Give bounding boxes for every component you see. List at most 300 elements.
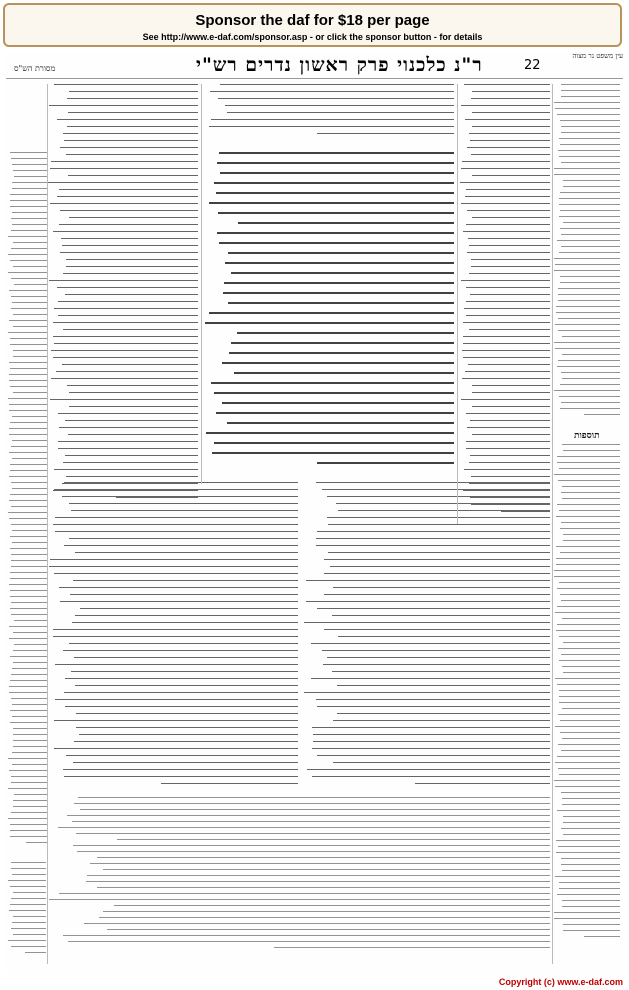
text-line <box>561 126 620 127</box>
text-line <box>563 642 620 643</box>
text-line <box>84 923 550 924</box>
text-line <box>53 636 298 637</box>
text-line <box>466 224 550 225</box>
rashi-commentary <box>48 84 198 504</box>
text-line <box>223 292 454 294</box>
text-line <box>559 396 620 397</box>
text-line <box>11 560 48 561</box>
text-line <box>556 840 620 841</box>
text-line <box>471 98 550 99</box>
text-line <box>12 440 48 441</box>
text-line <box>66 476 198 477</box>
text-line <box>66 259 198 260</box>
text-line <box>11 812 48 813</box>
text-line <box>557 756 620 757</box>
text-line <box>312 748 550 749</box>
text-line <box>211 382 454 384</box>
text-line <box>10 886 46 887</box>
text-line <box>312 776 550 777</box>
text-line <box>466 441 550 442</box>
text-line <box>555 348 620 349</box>
text-line <box>58 301 198 302</box>
text-line <box>562 804 620 805</box>
text-line <box>63 462 198 463</box>
text-line <box>62 496 298 497</box>
text-line <box>10 260 48 261</box>
text-line <box>59 427 198 428</box>
text-line <box>561 654 620 655</box>
text-line <box>471 154 550 155</box>
text-line <box>10 722 48 723</box>
text-line <box>554 258 620 259</box>
copyright-link[interactable]: Copyright (c) www.e-daf.com <box>498 977 623 987</box>
page-title: ר"נ כלכנוי פרק ראשון נדרים רש"י <box>196 54 483 76</box>
text-line <box>467 252 550 253</box>
text-line <box>53 336 198 337</box>
text-line <box>559 156 620 157</box>
text-line <box>584 936 620 937</box>
text-line <box>50 168 198 169</box>
text-line <box>554 342 620 343</box>
text-line <box>561 600 620 601</box>
text-line <box>8 788 48 789</box>
text-line <box>10 590 48 591</box>
text-line <box>76 727 298 728</box>
ein-mishpat-label: עין משפט נר מצוה <box>572 52 623 60</box>
text-line <box>560 192 620 193</box>
text-line <box>64 545 298 546</box>
text-line <box>563 924 620 925</box>
text-line <box>54 489 298 490</box>
text-line <box>90 863 550 864</box>
talmud-page <box>6 52 623 974</box>
text-line <box>53 322 198 323</box>
text-line <box>562 900 620 901</box>
text-line <box>11 554 48 555</box>
text-line <box>12 716 48 717</box>
text-line <box>8 818 48 819</box>
text-line <box>58 448 198 449</box>
text-line <box>8 940 46 941</box>
text-line <box>12 542 48 543</box>
text-line <box>562 444 620 445</box>
text-line <box>68 941 550 942</box>
text-line <box>11 308 48 309</box>
text-line <box>11 296 48 297</box>
text-line <box>463 357 550 358</box>
text-line <box>466 413 550 414</box>
text-line <box>559 636 620 637</box>
text-line <box>470 420 550 421</box>
text-line <box>557 456 620 457</box>
text-line <box>9 626 48 627</box>
text-line <box>557 504 620 505</box>
text-line <box>206 432 454 434</box>
text-line <box>330 566 550 567</box>
text-line <box>117 839 550 840</box>
text-line <box>337 713 550 714</box>
text-line <box>563 822 620 823</box>
text-line <box>338 636 550 637</box>
text-line <box>462 350 550 351</box>
text-line <box>463 231 550 232</box>
text-line <box>11 218 48 219</box>
text-line <box>561 492 620 493</box>
text-line <box>11 230 48 231</box>
text-line <box>63 650 298 651</box>
text-line <box>68 112 198 113</box>
text-line <box>11 506 48 507</box>
text-line <box>558 360 620 361</box>
text-line <box>472 91 550 92</box>
text-line <box>14 794 48 795</box>
text-line <box>554 576 620 577</box>
text-line <box>9 476 48 477</box>
text-line <box>8 272 48 273</box>
text-line <box>14 620 48 621</box>
text-line <box>60 601 298 602</box>
gemara-top <box>204 84 454 144</box>
text-line <box>559 660 620 661</box>
text-line <box>54 308 198 309</box>
text-line <box>462 161 550 162</box>
text-line <box>75 685 298 686</box>
text-line <box>464 308 550 309</box>
text-line <box>322 650 550 651</box>
text-line <box>72 622 298 623</box>
gemara-text <box>204 152 454 472</box>
sponsor-banner[interactable] <box>3 3 622 47</box>
text-line <box>9 290 48 291</box>
text-line <box>332 615 550 616</box>
text-line <box>463 343 550 344</box>
text-line <box>10 578 48 579</box>
text-line <box>56 371 198 372</box>
bottom-margin-notes <box>8 862 46 962</box>
text-line <box>465 119 550 120</box>
text-line <box>9 374 48 375</box>
text-line <box>97 857 550 858</box>
text-line <box>11 776 48 777</box>
text-line <box>462 378 550 379</box>
text-line <box>69 217 198 218</box>
text-line <box>9 770 48 771</box>
right-commentary <box>460 84 550 524</box>
text-line <box>63 133 198 134</box>
text-line <box>103 911 550 912</box>
text-line <box>12 752 48 753</box>
text-line <box>9 320 48 321</box>
text-line <box>55 699 298 700</box>
text-line <box>60 147 198 148</box>
text-line <box>13 266 48 267</box>
text-line <box>561 402 620 403</box>
daf-number: 22 <box>524 58 541 73</box>
text-line <box>559 582 620 583</box>
text-line <box>337 685 550 686</box>
text-line <box>461 105 550 106</box>
text-line <box>465 371 550 372</box>
text-line <box>558 318 620 319</box>
text-line <box>563 180 620 181</box>
text-line <box>60 252 198 253</box>
text-line <box>559 204 620 205</box>
text-line <box>554 174 620 175</box>
text-line <box>554 102 620 103</box>
text-line <box>559 702 620 703</box>
text-line <box>10 464 48 465</box>
text-line <box>13 632 48 633</box>
text-line <box>69 538 298 539</box>
text-line <box>53 524 298 525</box>
text-line <box>68 434 198 435</box>
text-line <box>12 874 46 875</box>
text-line <box>57 119 198 120</box>
text-line <box>561 522 620 523</box>
text-line <box>559 882 620 883</box>
text-line <box>217 232 454 234</box>
text-line <box>61 238 198 239</box>
text-line <box>560 552 620 553</box>
text-line <box>11 248 48 249</box>
text-line <box>8 758 48 759</box>
text-line <box>80 809 550 810</box>
text-line <box>8 254 48 255</box>
text-line <box>9 410 48 411</box>
text-line <box>327 657 550 658</box>
text-line <box>563 816 620 817</box>
text-line <box>470 455 550 456</box>
text-line <box>53 357 198 358</box>
text-line <box>559 690 620 691</box>
text-line <box>559 774 620 775</box>
text-line <box>67 815 550 816</box>
text-line <box>9 380 48 381</box>
text-line <box>65 420 198 421</box>
text-line <box>64 482 298 483</box>
text-line <box>10 596 48 597</box>
text-line <box>557 366 620 367</box>
text-line <box>558 294 620 295</box>
text-line <box>555 108 620 109</box>
text-line <box>472 392 550 393</box>
text-line <box>470 294 550 295</box>
text-line <box>11 482 48 483</box>
text-line <box>472 406 550 407</box>
text-line <box>10 536 48 537</box>
text-line <box>554 390 620 391</box>
text-line <box>10 470 48 471</box>
text-line <box>327 517 550 518</box>
text-line <box>59 189 198 190</box>
text-line <box>467 210 550 211</box>
text-line <box>64 776 298 777</box>
text-line <box>49 280 198 281</box>
text-line <box>557 684 620 685</box>
text-line <box>466 301 550 302</box>
text-line <box>559 468 620 469</box>
text-line <box>80 608 298 609</box>
text-line <box>561 84 620 85</box>
text-line <box>234 372 454 374</box>
text-line <box>561 90 620 91</box>
text-line <box>561 246 620 247</box>
text-line <box>469 245 550 246</box>
text-line <box>471 476 550 477</box>
text-line <box>12 704 48 705</box>
text-line <box>562 336 620 337</box>
page-header <box>6 52 623 79</box>
text-line <box>461 399 550 400</box>
text-line <box>558 330 620 331</box>
text-line <box>69 91 198 92</box>
text-line <box>74 803 550 804</box>
masoret-hashas-label: מסורת הש"ס <box>14 64 56 73</box>
text-line <box>99 917 550 918</box>
text-line <box>562 618 620 619</box>
text-line <box>13 806 48 807</box>
text-line <box>304 692 550 693</box>
text-line <box>559 888 620 889</box>
text-line <box>9 584 48 585</box>
text-line <box>306 601 550 602</box>
text-line <box>556 546 620 547</box>
text-line <box>415 783 550 784</box>
text-line <box>562 798 620 799</box>
text-line <box>556 564 620 565</box>
text-line <box>11 602 48 603</box>
text-line <box>10 344 48 345</box>
text-line <box>10 680 48 681</box>
text-line <box>558 300 620 301</box>
text-line <box>62 245 198 246</box>
text-line <box>54 84 198 85</box>
text-line <box>561 864 620 865</box>
text-line <box>13 392 48 393</box>
text-line <box>49 566 298 567</box>
text-line <box>9 692 48 693</box>
text-line <box>64 140 198 141</box>
text-line <box>73 762 298 763</box>
text-line <box>558 648 620 649</box>
text-line <box>54 573 298 574</box>
text-line <box>8 880 46 881</box>
text-line <box>214 182 454 184</box>
text-line <box>461 168 550 169</box>
text-line <box>209 126 454 127</box>
text-line <box>10 338 48 339</box>
lower-commentary-right <box>304 482 550 792</box>
text-line <box>63 769 298 770</box>
text-line <box>9 500 48 501</box>
text-line <box>55 531 298 532</box>
text-line <box>333 587 550 588</box>
text-line <box>9 518 48 519</box>
text-line <box>555 324 620 325</box>
text-line <box>13 740 48 741</box>
text-line <box>13 350 48 351</box>
sponsor-title: Sponsor the daf for $18 per page <box>195 12 430 29</box>
text-line <box>217 162 454 164</box>
text-line <box>224 282 454 284</box>
text-line <box>561 828 620 829</box>
text-line <box>211 119 454 120</box>
text-line <box>50 203 198 204</box>
text-line <box>97 887 550 888</box>
text-line <box>54 469 198 470</box>
text-line <box>471 266 550 267</box>
text-line <box>557 606 620 607</box>
text-line <box>69 406 198 407</box>
text-line <box>472 385 550 386</box>
text-line <box>311 643 550 644</box>
text-line <box>558 480 620 481</box>
text-line <box>8 236 48 237</box>
text-line <box>69 643 298 644</box>
text-line <box>324 594 550 595</box>
text-line <box>562 354 620 355</box>
text-line <box>333 762 550 763</box>
text-line <box>463 336 550 337</box>
text-line <box>58 441 198 442</box>
text-line <box>554 780 620 781</box>
text-line <box>11 566 48 567</box>
text-line <box>562 378 620 379</box>
text-line <box>316 545 550 546</box>
text-line <box>114 905 550 906</box>
text-line <box>10 608 48 609</box>
text-line <box>10 836 48 837</box>
text-line <box>231 342 454 344</box>
text-line <box>14 284 48 285</box>
text-line <box>11 614 48 615</box>
text-line <box>470 140 550 141</box>
text-line <box>25 952 46 953</box>
text-line <box>12 188 48 189</box>
text-line <box>9 434 48 435</box>
text-line <box>316 538 550 539</box>
text-line <box>67 126 198 127</box>
divider <box>552 84 553 964</box>
text-line <box>322 489 550 490</box>
text-line <box>555 264 620 265</box>
text-line <box>69 392 198 393</box>
margin-notes-left <box>8 152 48 852</box>
text-line <box>469 273 550 274</box>
text-line <box>328 552 550 553</box>
text-line <box>561 792 620 793</box>
text-line <box>225 105 454 106</box>
text-line <box>13 734 48 735</box>
text-line <box>58 413 198 414</box>
text-line <box>328 524 550 525</box>
text-line <box>559 198 620 199</box>
text-line <box>51 378 198 379</box>
text-line <box>332 671 550 672</box>
text-line <box>12 416 48 417</box>
text-line <box>11 782 48 783</box>
text-line <box>67 385 198 386</box>
bottom-commentary <box>48 797 550 957</box>
text-line <box>555 726 620 727</box>
text-line <box>78 797 550 798</box>
text-line <box>54 720 298 721</box>
text-line <box>469 329 550 330</box>
text-line <box>556 516 620 517</box>
text-line <box>463 322 550 323</box>
text-line <box>472 434 550 435</box>
text-line <box>218 212 454 214</box>
